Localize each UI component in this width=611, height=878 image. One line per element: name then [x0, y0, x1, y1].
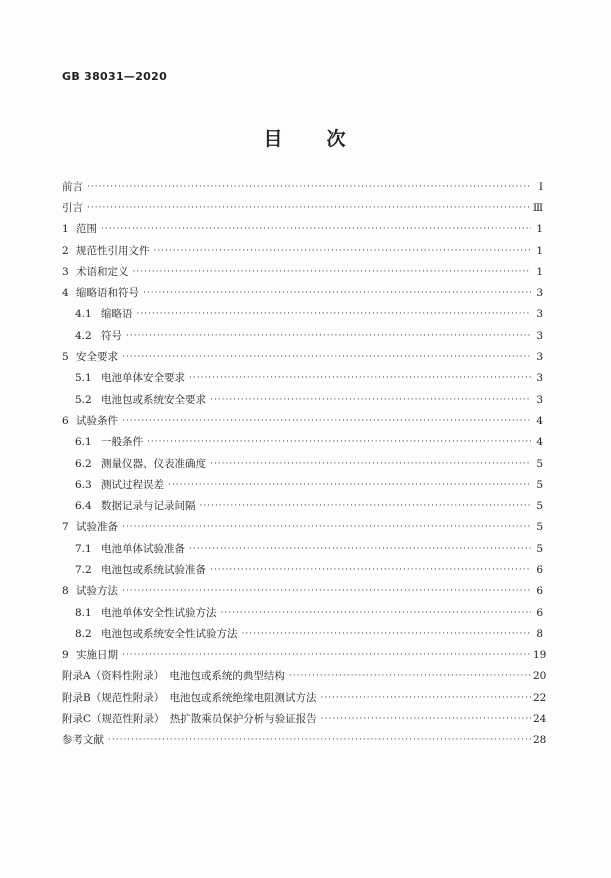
toc-leader-dots [147, 432, 531, 452]
toc-leader-dots [122, 517, 531, 537]
toc-entry-page: 5 [536, 457, 543, 470]
toc-entry-number: 5.2 [75, 393, 92, 406]
table-of-contents [62, 176, 547, 751]
toc-entry-page: 5 [536, 500, 543, 513]
toc-entry-page: 6 [536, 585, 543, 598]
toc-entry[interactable] [62, 197, 543, 218]
toc-entry-page: 20 [533, 670, 547, 683]
toc-entry-page: 3 [536, 329, 543, 342]
toc-entry-number: 1 [62, 223, 69, 236]
toc-entry[interactable] [62, 474, 543, 495]
toc-entry-label: 安全要求 [76, 351, 118, 364]
toc-entry-number: 7.2 [75, 563, 92, 576]
toc-entry-page: Ⅲ [533, 201, 544, 214]
toc-entry-number: 4.1 [75, 308, 92, 321]
toc-leader-dots [122, 645, 531, 665]
toc-entry-label: 附录B（规范性附录） 电池包或系统绝缘电阻测试方法 [62, 691, 317, 704]
toc-entry[interactable] [62, 559, 543, 580]
toc-leader-dots [289, 666, 531, 686]
toc-entry-label: 电池单体安全要求 [101, 372, 185, 385]
toc-leader-dots [210, 560, 531, 580]
toc-entry-label: 测量仪器、仪表准确度 [101, 457, 206, 470]
toc-entry[interactable] [62, 261, 543, 282]
toc-entry-label: 缩略语 [101, 308, 133, 321]
toc-entry-number: 8 [62, 585, 69, 598]
toc-entry-label: 符号 [101, 329, 122, 342]
toc-entry[interactable] [62, 304, 543, 325]
toc-entry[interactable] [62, 410, 543, 431]
toc-leader-dots [108, 730, 531, 750]
toc-entry-number: 8.2 [75, 627, 92, 640]
toc-entry[interactable] [62, 730, 547, 751]
toc-leader-dots [137, 304, 532, 324]
toc-entry[interactable] [62, 346, 543, 367]
toc-entry-label: 参考文献 [62, 734, 104, 747]
toc-entry-page: 6 [536, 606, 543, 619]
toc-entry-label: 试验方法 [76, 585, 118, 598]
toc-entry[interactable] [62, 389, 543, 410]
toc-entry-number: 4.2 [75, 329, 92, 342]
toc-leader-dots [189, 539, 531, 559]
toc-entry-page: 3 [536, 351, 543, 364]
toc-entry[interactable] [62, 538, 543, 559]
toc-entry-page: 1 [536, 223, 543, 236]
toc-entry[interactable] [62, 282, 543, 303]
toc-entry[interactable] [62, 645, 547, 666]
toc-entry-number: 6.3 [75, 478, 92, 491]
toc-entry-label: 试验准备 [76, 521, 118, 534]
toc-entry-label: 术语和定义 [76, 265, 129, 278]
toc-leader-dots [320, 688, 531, 708]
toc-entry-number: 5 [62, 351, 69, 364]
toc-leader-dots [122, 347, 531, 367]
toc-entry-label: 前言 [62, 180, 83, 193]
toc-entry-label: 电池包或系统安全要求 [101, 393, 206, 406]
toc-entry[interactable] [62, 325, 543, 346]
toc-entry-number: 3 [62, 265, 69, 278]
toc-entry-label: 数据记录与记录间隔 [101, 500, 196, 513]
toc-entry[interactable] [62, 687, 547, 708]
toc-leader-dots [221, 603, 532, 623]
toc-entry-page: 8 [536, 627, 543, 640]
toc-entry-page: Ⅰ [538, 180, 543, 193]
toc-leader-dots [210, 454, 531, 474]
toc-entry[interactable] [62, 240, 543, 261]
toc-entry-number: 5.1 [75, 372, 92, 385]
toc-entry-page: 5 [536, 478, 543, 491]
toc-entry-page: 5 [536, 542, 543, 555]
toc-leader-dots [101, 219, 531, 239]
toc-entry-page: 4 [536, 414, 543, 427]
toc-leader-dots [168, 475, 531, 495]
toc-entry-label: 缩略语和符号 [76, 287, 139, 300]
toc-entry[interactable] [62, 581, 543, 602]
toc-leader-dots [210, 390, 531, 410]
toc-entry-number: 7 [62, 521, 69, 534]
toc-entry-label: 引言 [62, 201, 83, 214]
toc-entry-page: 3 [536, 308, 543, 321]
toc-leader-dots [87, 177, 531, 197]
toc-leader-dots [122, 411, 531, 431]
toc-entry-label: 电池包或系统试验准备 [101, 563, 206, 576]
toc-leader-dots [87, 198, 531, 218]
toc-entry[interactable] [62, 453, 543, 474]
toc-entry[interactable] [62, 602, 543, 623]
toc-entry-page: 3 [536, 372, 543, 385]
toc-entry-page: 28 [533, 734, 547, 747]
toc-entry-label: 附录A（资料性附录） 电池包或系统的典型结构 [62, 670, 285, 683]
toc-leader-dots [143, 283, 531, 303]
toc-entry-number: 7.1 [75, 542, 92, 555]
toc-entry-number: 6.2 [75, 457, 92, 470]
toc-entry-page: 1 [536, 244, 543, 257]
toc-leader-dots [189, 368, 531, 388]
toc-entry[interactable] [62, 368, 543, 389]
toc-entry-label: 试验条件 [76, 414, 118, 427]
toc-entry-number: 4 [62, 287, 69, 300]
toc-entry-label: 电池包或系统安全性试验方法 [101, 627, 238, 640]
toc-leader-dots [321, 709, 531, 729]
toc-entry-number: 6 [62, 414, 69, 427]
toc-entry[interactable] [62, 517, 543, 538]
toc-entry-label: 实施日期 [76, 649, 118, 662]
toc-entry[interactable] [62, 623, 543, 644]
toc-entry-page: 1 [536, 265, 543, 278]
toc-entry-number: 8.1 [75, 606, 92, 619]
toc-leader-dots [200, 496, 532, 516]
toc-entry-page: 22 [533, 691, 547, 704]
toc-entry-number: 6.1 [75, 436, 92, 449]
toc-entry-page: 24 [533, 713, 547, 726]
toc-leader-dots [126, 326, 531, 346]
toc-entry-page: 5 [536, 521, 543, 534]
toc-entry[interactable] [62, 219, 543, 240]
toc-leader-dots [122, 581, 531, 601]
toc-entry-page: 19 [533, 649, 547, 662]
toc-entry-label: 附录C（规范性附录） 热扩散乘员保护分析与验证报告 [62, 713, 317, 726]
toc-entry[interactable] [62, 176, 543, 197]
toc-entry-page: 3 [536, 393, 543, 406]
toc-leader-dots [133, 262, 532, 282]
toc-entry-label: 测试过程误差 [101, 478, 164, 491]
page-title: 目 次 [263, 128, 348, 150]
toc-entry-label: 电池单体安全性试验方法 [101, 606, 217, 619]
toc-entry[interactable] [62, 708, 547, 729]
toc-entry[interactable] [62, 432, 543, 453]
toc-entry-page: 4 [536, 436, 543, 449]
toc-leader-dots [242, 624, 532, 644]
toc-entry-label: 范围 [76, 223, 97, 236]
toc-entry-label: 电池单体试验准备 [101, 542, 185, 555]
toc-entry-label: 规范性引用文件 [76, 244, 150, 257]
document-id: GB 38031—2020 [62, 70, 168, 83]
toc-entry-number: 9 [62, 649, 69, 662]
toc-leader-dots [154, 241, 532, 261]
toc-entry[interactable] [62, 666, 547, 687]
toc-entry[interactable] [62, 495, 543, 516]
toc-entry-page: 3 [536, 287, 543, 300]
toc-entry-page: 6 [536, 563, 543, 576]
toc-entry-number: 2 [62, 244, 69, 257]
toc-entry-label: 一般条件 [101, 436, 143, 449]
toc-entry-number: 6.4 [75, 500, 92, 513]
